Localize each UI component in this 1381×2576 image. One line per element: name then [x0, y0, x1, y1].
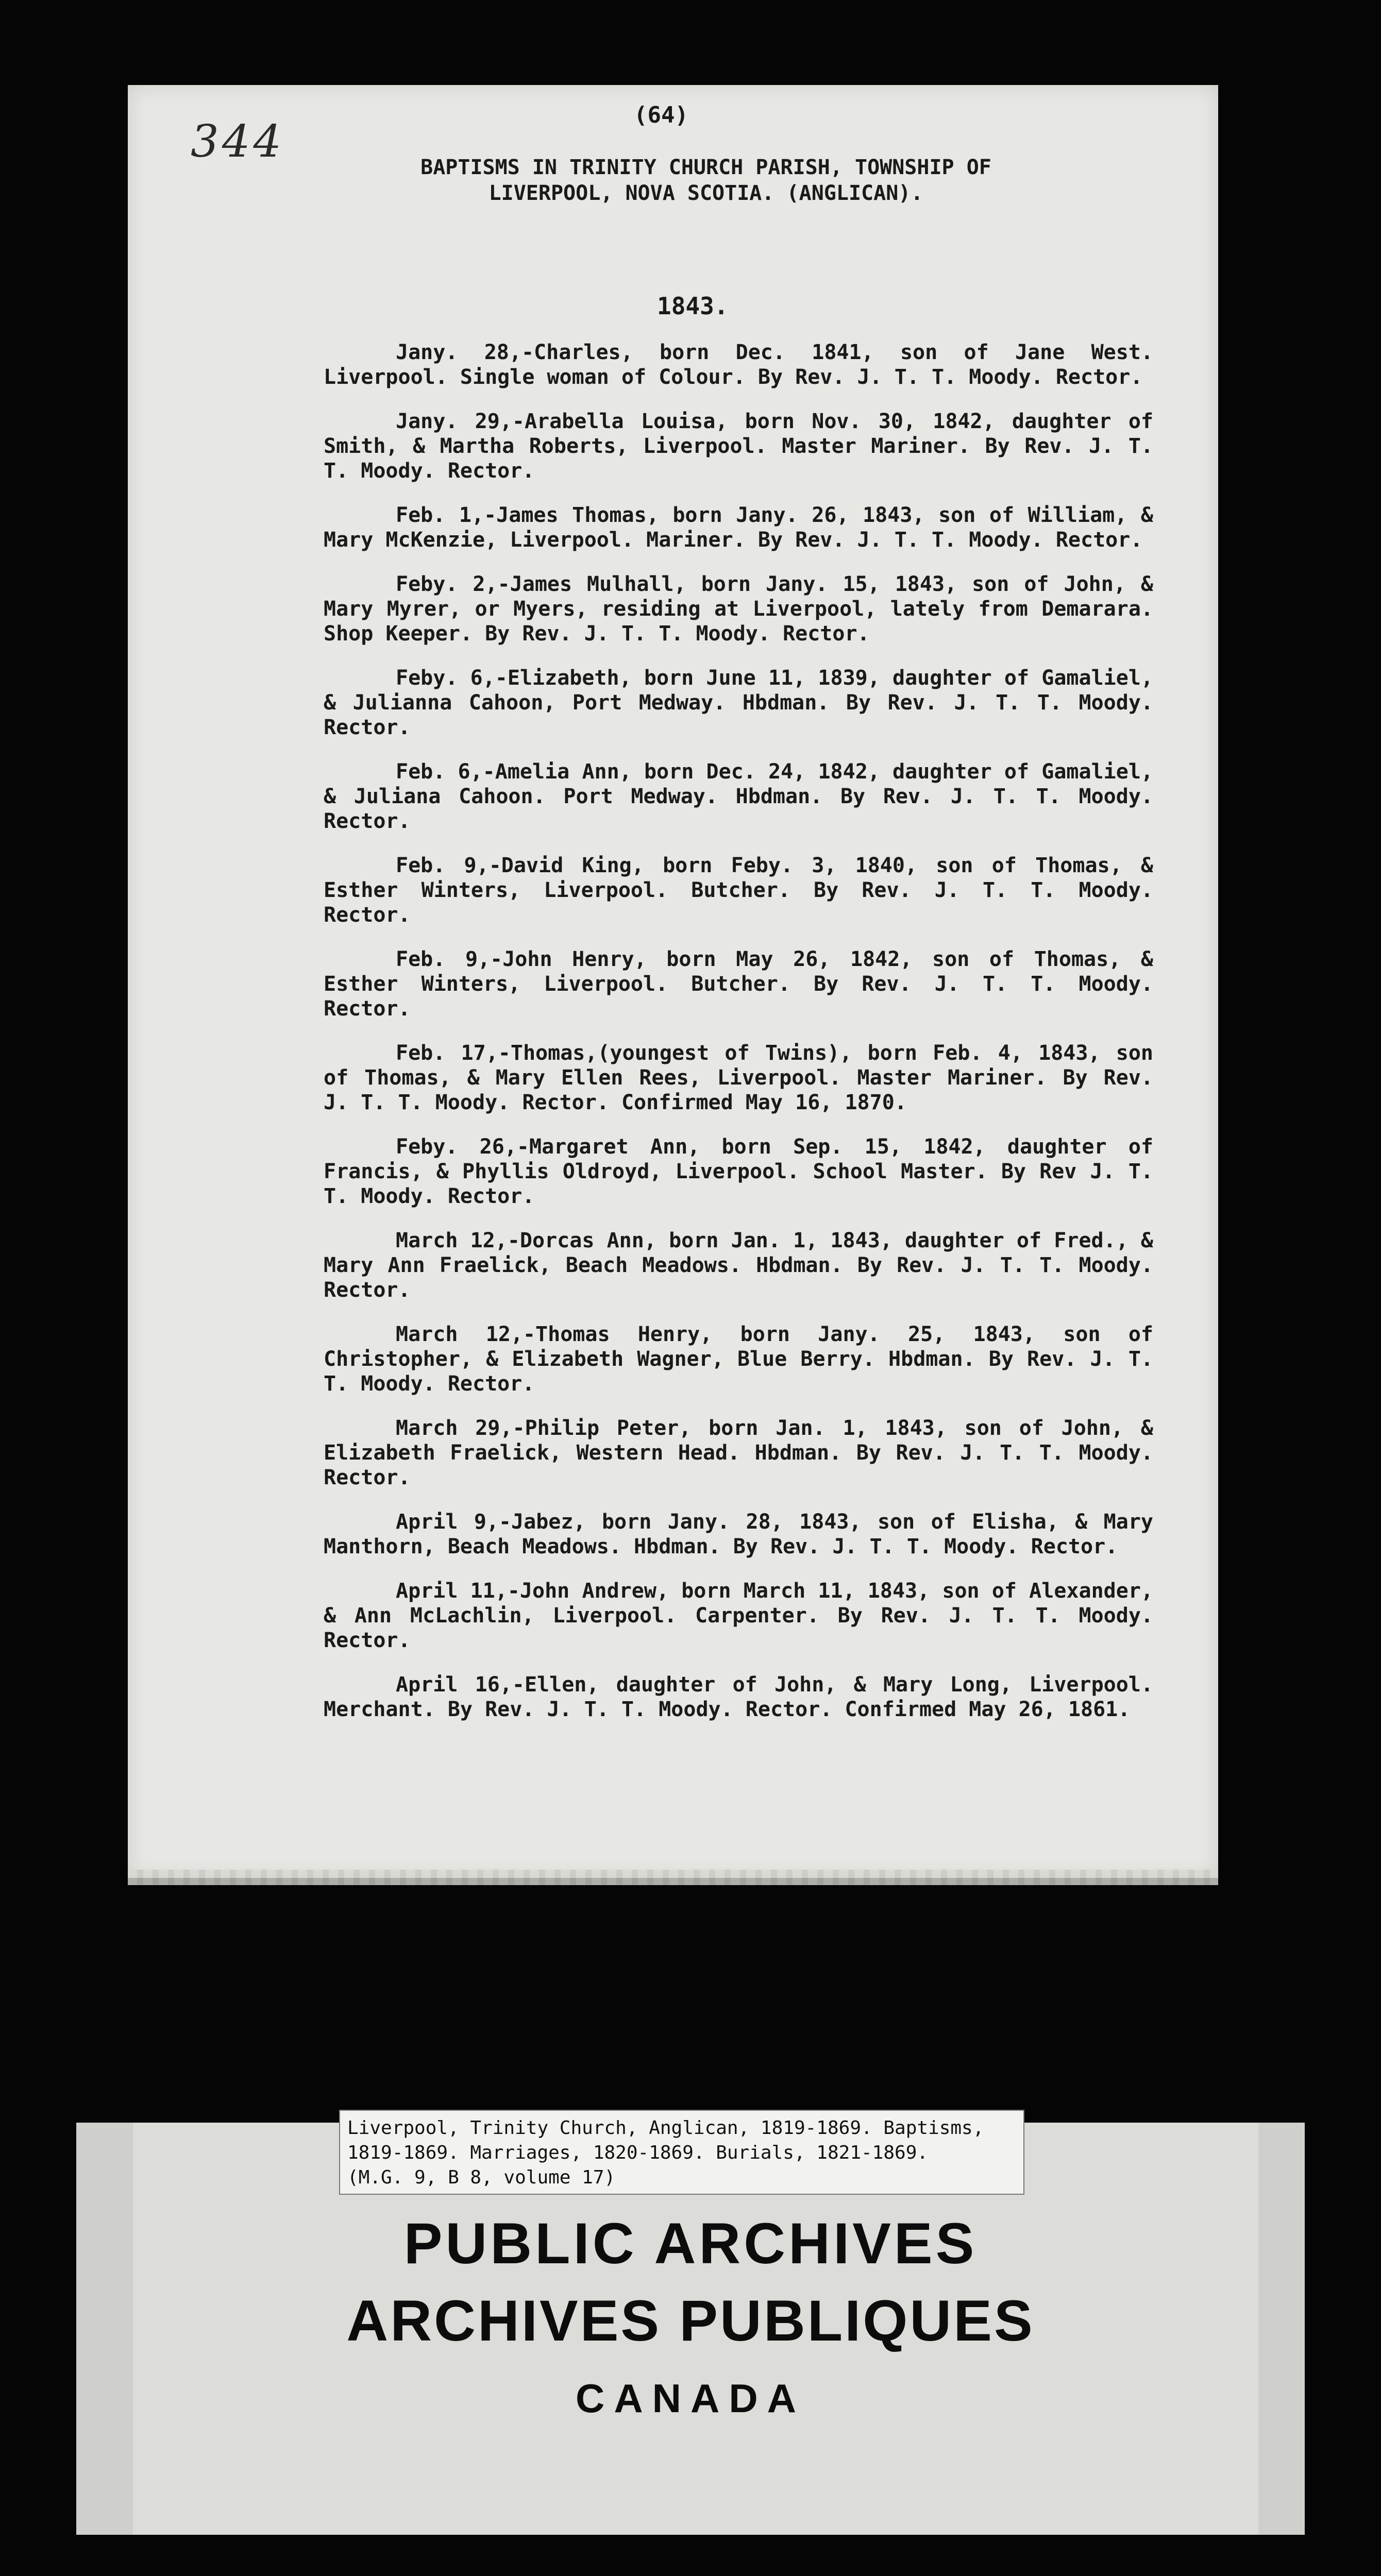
- document-title: [330, 155, 1082, 206]
- canada-heading: CANADA: [576, 2376, 805, 2421]
- baptism-entry: Jany. 29,-Arabella Louisa, born Nov. 30, 1842, daughter of Smith, & Martha Roberts, Liverpool. Master Mariner. By Rev. J. T. T. Moody. Rector.: [324, 410, 1153, 483]
- baptism-entry: March 29,-Philip Peter, born Jan. 1, 1843, son of John, & Elizabeth Fraelick, Western Head. Hbdman. By Rev. J. T. T. Moody. Rector.: [324, 1416, 1153, 1489]
- page-number: (64): [634, 102, 688, 128]
- baptism-entry: April 16,-Ellen, daughter of John, & Mary Long, Liverpool. Merchant. By Rev. J. T. T. Moody. Rector. Confirmed May 26, 1861.: [324, 1673, 1153, 1721]
- baptism-entry: March 12,-Dorcas Ann, born Jan. 1, 1843, daughter of Fred., & Mary Ann Fraelick, Beach Meadows. Hbdman. By Rev. J. T. T. Moody. Rector.: [324, 1229, 1153, 1302]
- baptism-entry: Feb. 6,-Amelia Ann, born Dec. 24, 1842, daughter of Gamaliel, & Juliana Cahoon. Port Medway. Hbdman. By Rev. J. T. T. Moody. Rector.: [324, 760, 1153, 833]
- title-line-1: BAPTISMS IN TRINITY CHURCH PARISH, TOWNSHIP OF: [420, 156, 991, 179]
- handwritten-folio-number: 344: [191, 116, 285, 167]
- archive-target-card: [76, 2117, 1305, 2535]
- baptism-entry: Feb. 9,-John Henry, born May 26, 1842, son of Thomas, & Esther Winters, Liverpool. Butcher. By Rev. J. T. T. Moody. Rector.: [324, 947, 1153, 1021]
- collection-description-slip: [339, 2110, 1024, 2195]
- baptism-entries: [324, 340, 1153, 1741]
- slip-line-2: 1819-1869. Marriages, 1820-1869. Burials, 1821-1869.: [347, 2142, 929, 2163]
- baptism-entry: Feb. 9,-David King, born Feby. 3, 1840, son of Thomas, & Esther Winters, Liverpool. Butcher. By Rev. J. T. T. Moody. Rector.: [324, 854, 1153, 927]
- baptism-entry: Feby. 2,-James Mulhall, born Jany. 15, 1843, son of John, & Mary Myrer, or Myers, residing at Liverpool, lately from Demarara. Shop Keeper. By Rev. J. T. T. Moody. Rector.: [324, 572, 1153, 646]
- baptism-entry: April 9,-Jabez, born Jany. 28, 1843, son of Elisha, & Mary Manthorn, Beach Meadows. Hbdman. By Rev. J. T. T. Moody. Rector.: [324, 1510, 1153, 1558]
- title-line-2: LIVERPOOL, NOVA SCOTIA. (ANGLICAN).: [489, 181, 923, 205]
- year-heading: 1843.: [657, 292, 729, 320]
- baptism-entry: Feb. 17,-Thomas,(youngest of Twins), born Feb. 4, 1843, son of Thomas, & Mary Ellen Rees, Liverpool. Master Mariner. By Rev. J. T. T. Moody. Rector. Confirmed May 16, 1870.: [324, 1041, 1153, 1114]
- torn-edge: [128, 1870, 1218, 1885]
- baptism-entry: Jany. 28,-Charles, born Dec. 1841, son of Jane West. Liverpool. Single woman of Colour. By Rev. J. T. T. Moody. Rector.: [324, 341, 1153, 389]
- slip-line-1: Liverpool, Trinity Church, Anglican, 1819-1869. Baptisms,: [347, 2117, 984, 2139]
- baptism-entry: April 11,-John Andrew, born March 11, 1843, son of Alexander, & Ann McLachlin, Liverpool. Carpenter. By Rev. J. T. T. Moody. Rector.: [324, 1579, 1153, 1652]
- public-archives-heading: PUBLIC ARCHIVES: [403, 2211, 978, 2276]
- slip-line-3: (M.G. 9, B 8, volume 17): [347, 2167, 616, 2188]
- baptism-entry: Feb. 1,-James Thomas, born Jany. 26, 1843, son of William, & Mary McKenzie, Liverpool. Mariner. By Rev. J. T. T. Moody. Rector.: [324, 503, 1153, 552]
- baptism-entry: Feby. 6,-Elizabeth, born June 11, 1839, daughter of Gamaliel, & Julianna Cahoon, Port Medway. Hbdman. By Rev. J. T. T. Moody. Rector.: [324, 666, 1153, 739]
- baptism-entry: March 12,-Thomas Henry, born Jany. 25, 1843, son of Christopher, & Elizabeth Wagner, Blue Berry. Hbdman. By Rev. J. T. T. Moody. Rector.: [324, 1323, 1153, 1396]
- archives-publiques-heading: ARCHIVES PUBLIQUES: [346, 2289, 1035, 2353]
- baptism-entry: Feby. 26,-Margaret Ann, born Sep. 15, 1842, daughter of Francis, & Phyllis Oldroyd, Liverpool. School Master. By Rev J. T. T. Moody. Rector.: [324, 1135, 1153, 1208]
